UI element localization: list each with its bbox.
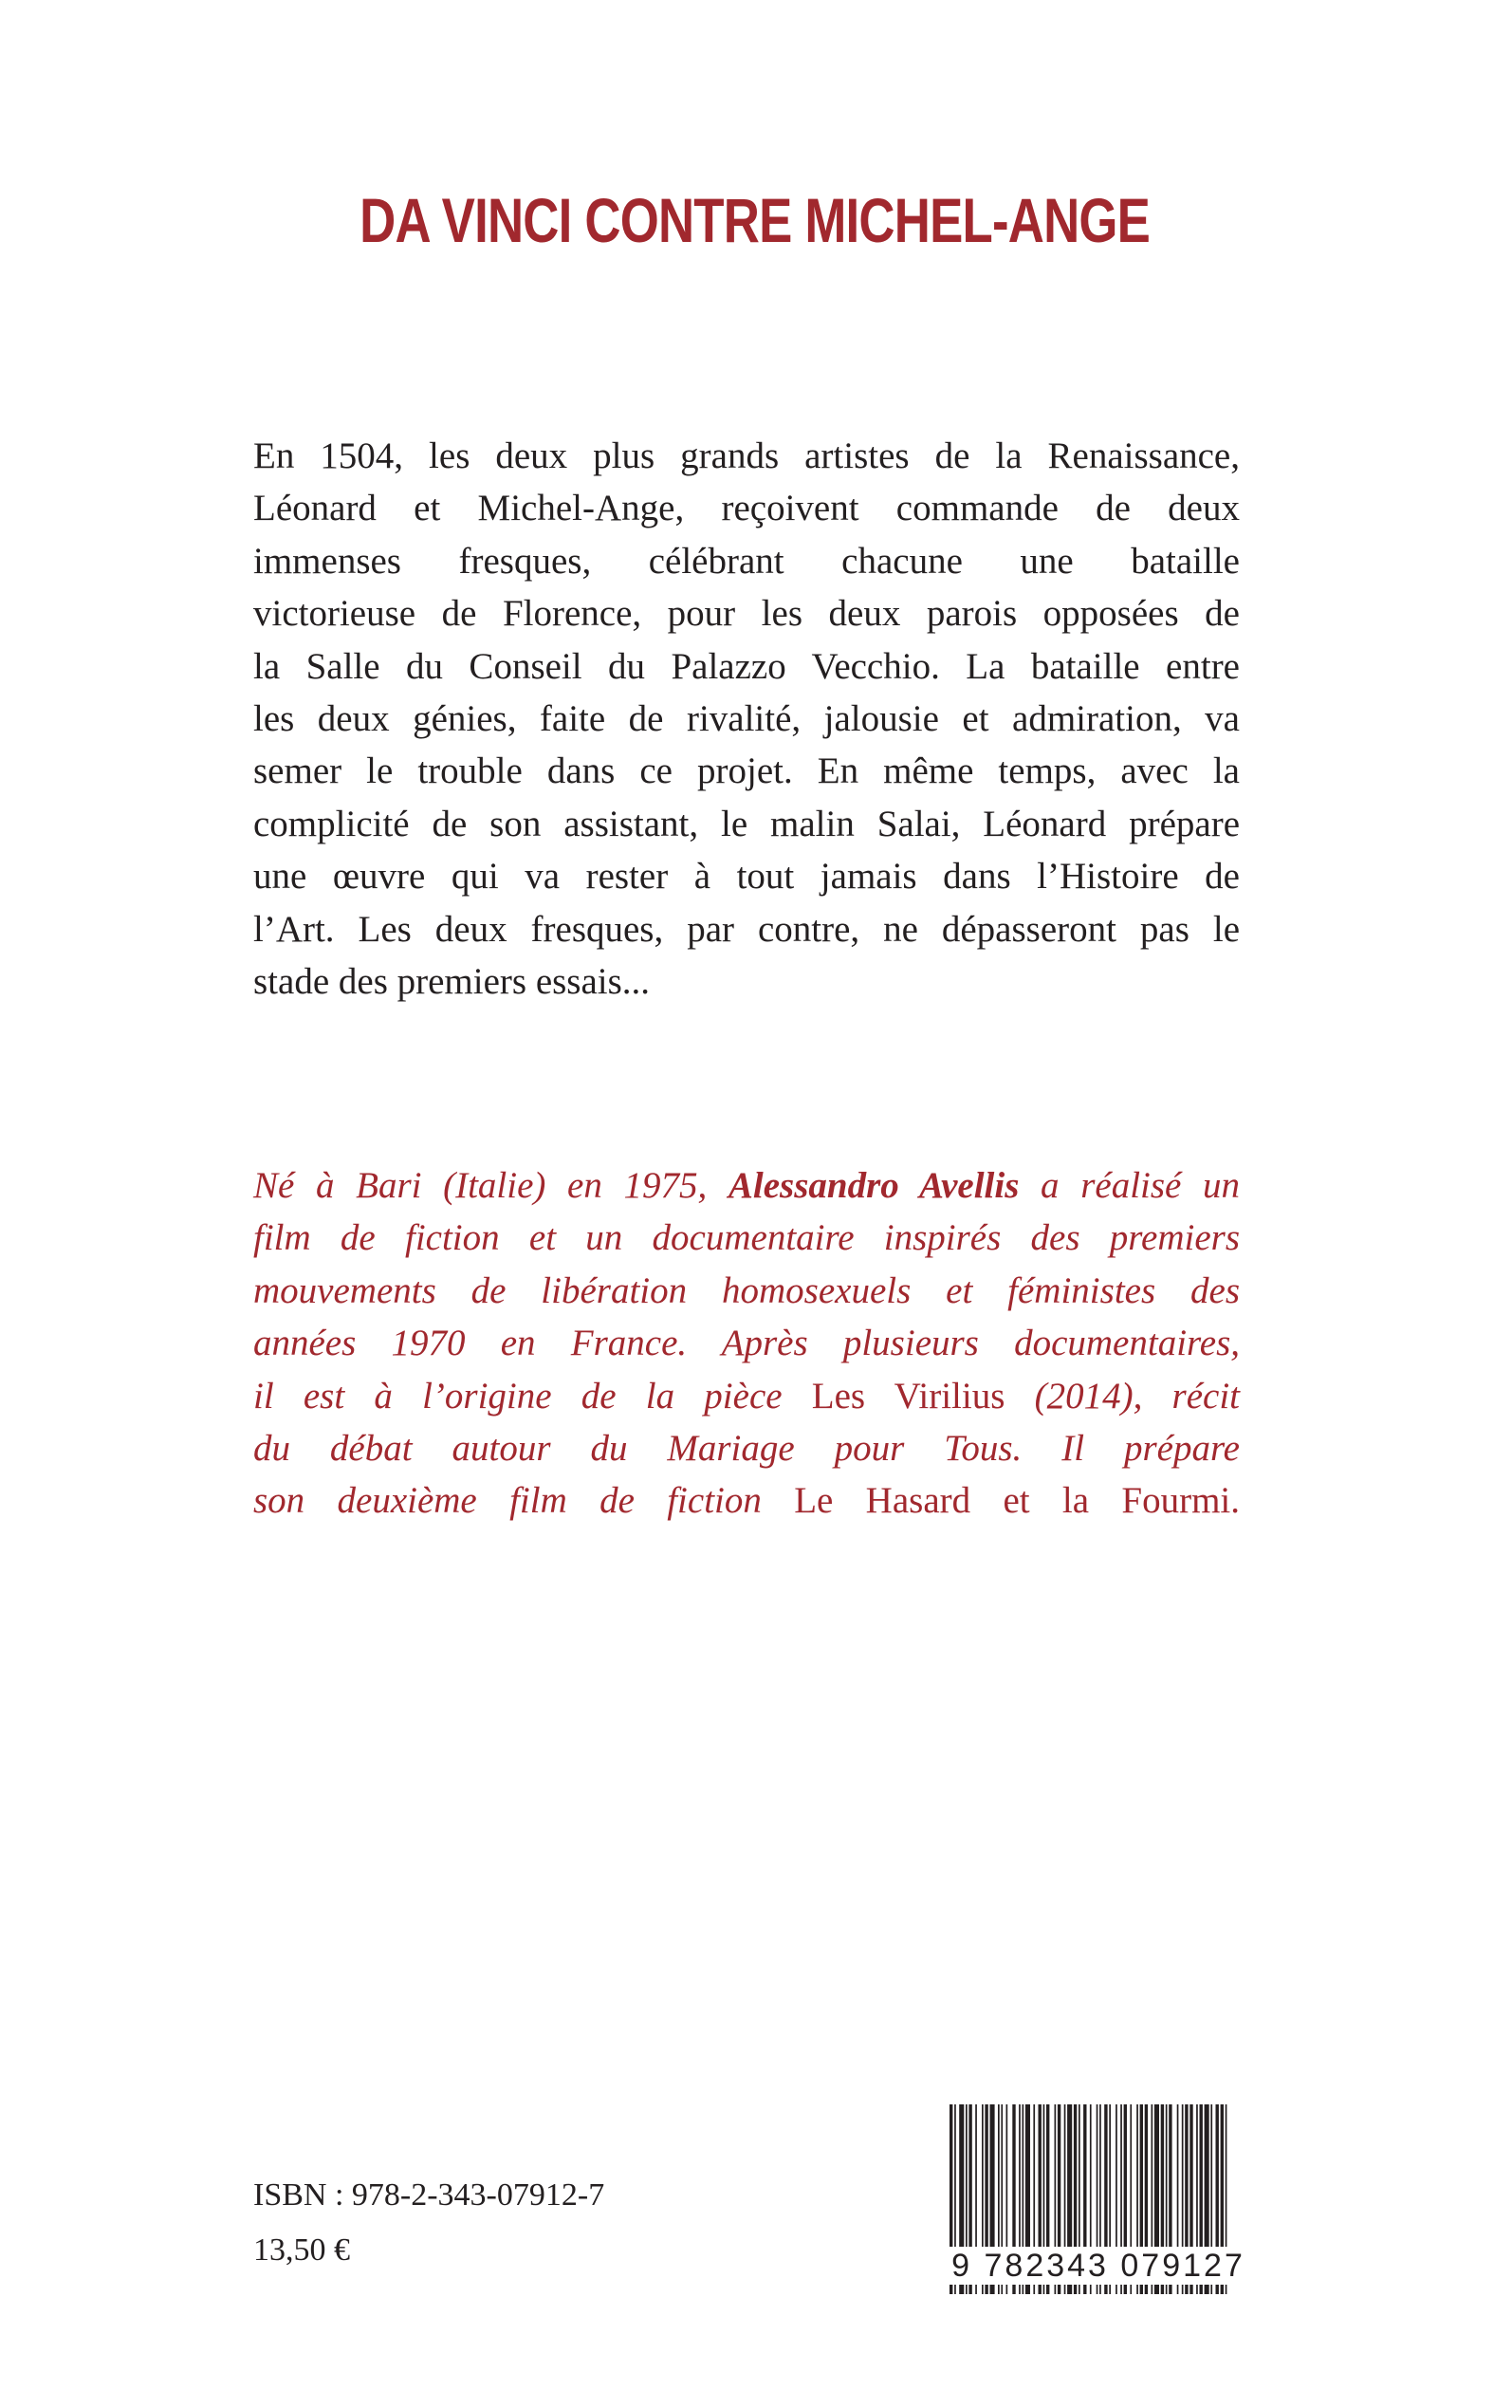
work-title: Les Virilius [811, 1375, 1005, 1417]
bio-text: son deuxième film de fiction [253, 1480, 795, 1522]
price-label: 13,50 € [253, 2232, 350, 2268]
bio-text: Né à Bari (Italie) en 1975, [253, 1165, 728, 1206]
bio-line [253, 1159, 1240, 1212]
synopsis-line: immenses fresques, célébrant chacune une bataille [253, 540, 1240, 582]
book-title: DA VINCI CONTRE MICHEL-ANGE [360, 185, 1151, 255]
bio-line: mouvements de libération homosexuels et féministes des [253, 1269, 1240, 1311]
bio-line [253, 1370, 1240, 1422]
synopsis-line: la Salle du Conseil du Palazzo Vecchio. La bataille entre [253, 645, 1240, 687]
bio-line [253, 1474, 1240, 1527]
synopsis [253, 430, 1240, 1008]
synopsis-line: les deux génies, faite de rivalité, jalousie et admiration, va [253, 698, 1240, 740]
synopsis-line: complicité de son assistant, le malin Salai, Léonard prépare [253, 803, 1240, 844]
author-name: Alessandro Avellis [728, 1165, 1020, 1206]
bio-text: il est à l’origine de la pièce [253, 1375, 812, 1417]
bio-text: a réalisé un [1019, 1165, 1240, 1206]
barcode-digits: 9 782343 079127 [946, 2247, 1251, 2285]
author-bio [253, 1159, 1240, 1528]
synopsis-line: victorieuse de Florence, pour les deux parois opposées de [253, 593, 1240, 635]
bio-line: film de fiction et un documentaire inspirés des premiers [253, 1217, 1240, 1259]
synopsis-line: En 1504, les deux plus grands artistes de la Renaissance, [253, 435, 1240, 476]
synopsis-line: Léonard et Michel-Ange, reçoivent commande de deux [253, 488, 1240, 529]
bio-line: du débat autour du Mariage pour Tous. Il prépare [253, 1428, 1240, 1470]
synopsis-line: semer le trouble dans ce projet. En même temps, avec la [253, 750, 1240, 792]
synopsis-line: stade des premiers essais... [253, 961, 651, 1003]
work-title: Le Hasard et la Fourmi [794, 1480, 1231, 1522]
synopsis-line: une œuvre qui va rester à tout jamais dans l’Histoire de [253, 856, 1240, 898]
synopsis-line: l’Art. Les deux fresques, par contre, ne dépasseront pas le [253, 908, 1240, 950]
bio-text: (2014), récit [1005, 1375, 1240, 1417]
bio-line: années 1970 en France. Après plusieurs documentaires, [253, 1323, 1240, 1364]
isbn-label: ISBN : 978-2-343-07912-7 [253, 2177, 605, 2213]
bio-text: . [1230, 1480, 1240, 1522]
